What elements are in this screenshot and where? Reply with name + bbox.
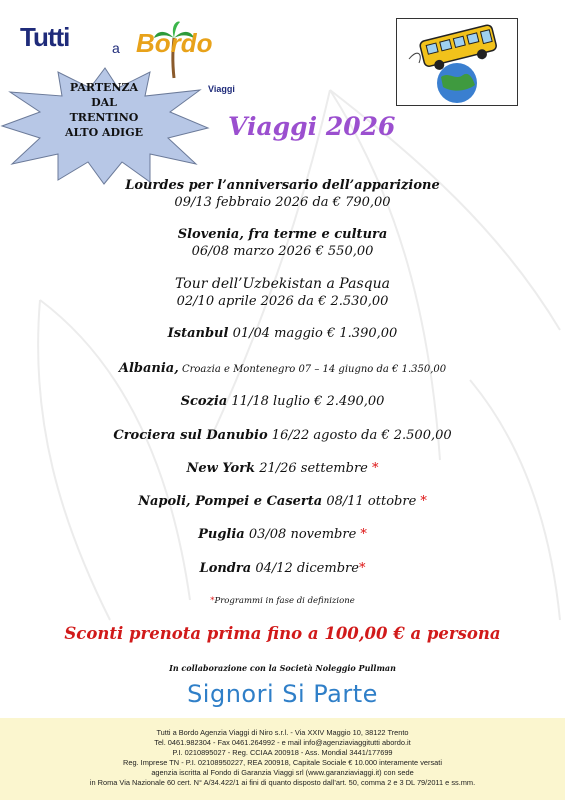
trip-detail: 08/11 ottobre <box>322 494 421 509</box>
early-booking-promo: Sconti prenota prima fino a 100,00 € a persona <box>64 624 501 643</box>
bus-icon <box>397 19 517 105</box>
trip-detail: 03/08 novembre <box>244 527 361 542</box>
trip-detail: 02/10 aprile 2026 da € 2.530,00 <box>176 294 389 309</box>
logo-word-bordo: Bordo <box>136 28 213 58</box>
trip-name: Albania, <box>118 361 179 376</box>
tbd-asterisk: * <box>420 494 427 509</box>
trip-name: Slovenia, fra terme e cultura <box>177 227 388 242</box>
tbd-asterisk: * <box>360 527 367 542</box>
trip-name: New York <box>186 461 256 476</box>
trip-name: Puglia <box>198 527 245 542</box>
trip-item <box>0 526 565 543</box>
definition-note <box>0 596 565 606</box>
trip-detail: 06/08 marzo 2026 € 550,00 <box>191 244 374 259</box>
trip-name: Tour dell’Uzbekistan a Pasqua <box>175 276 390 292</box>
trip-item <box>0 325 565 342</box>
logo-word-a: a <box>112 40 120 56</box>
trip-detail: 04/12 dicembre <box>251 561 359 576</box>
trip-name: Lourdes per l’anniversario dell’apparizione <box>125 178 440 193</box>
tbd-asterisk: * <box>358 561 366 576</box>
partner-brand: Signori Si Parte <box>187 680 378 708</box>
trip-detail: 11/18 luglio € 2.490,00 <box>227 394 385 409</box>
trip-item <box>0 493 565 510</box>
footer-line: in Roma Via Nazionale 60 cert. N° A/34.422/1 ai fini di quanto disposto dall’art. 50, comma 2 e 3 DL 79/2011 e ss.mm. <box>89 778 476 787</box>
trip-item <box>0 393 565 410</box>
trip-item <box>0 427 565 444</box>
note-asterisk: * <box>210 596 215 606</box>
badge-line: ALTO ADIGE <box>65 126 143 139</box>
badge-line: PARTENZA <box>69 81 139 94</box>
note-text: Programmi in fase di definizione <box>214 596 355 606</box>
logo-subtitle: Viaggi <box>208 84 235 94</box>
trip-detail: 09/13 febbraio 2026 da € 790,00 <box>174 195 391 210</box>
trip-name: Crociera sul Danubio <box>113 428 268 443</box>
trip-item <box>0 460 565 477</box>
footer-legal <box>0 718 565 800</box>
footer-line: P.I. 0210895027 - Reg. CCIAA 200918 - Ass. Mondial 3441/177699 <box>172 748 393 757</box>
trip-name: Scozia <box>180 394 228 409</box>
trip-detail: Croazia e Montenegro 07 – 14 giugno da € 1.350,00 <box>178 364 447 375</box>
collaboration-note: In collaborazione con la Società Noleggio Pullman <box>169 663 396 673</box>
footer-line: Tutti a Bordo Agenzia Viaggi di Niro s.r.l. - Via XXIV Maggio 10, 38122 Trento <box>156 728 409 737</box>
page-title: Viaggi 2026 <box>228 112 396 141</box>
badge-line: DAL <box>91 96 117 109</box>
footer-line: Tel. 0461.982304 - Fax 0461.264992 - e mail info@agenziaviaggitutti abordo.it <box>154 738 411 747</box>
trip-detail: 21/26 settembre <box>255 461 372 476</box>
trip-item <box>0 560 565 577</box>
bus-globe-illustration <box>396 18 518 106</box>
trip-name: Istanbul <box>167 326 229 341</box>
trip-item <box>0 177 565 211</box>
trip-name: Napoli, Pompei e Caserta <box>138 494 323 509</box>
logo-word-tutti: Tutti <box>20 22 70 52</box>
tbd-asterisk: * <box>372 461 379 476</box>
trip-item <box>0 226 565 260</box>
badge-line: TRENTINO <box>69 111 139 124</box>
departure-badge <box>34 80 174 140</box>
trip-item <box>0 276 565 310</box>
footer-line: Reg. Imprese TN - P.I. 02108950227, REA 200918, Capitale Sociale € 10.000 interamente versati <box>123 758 442 767</box>
trip-item <box>0 360 565 378</box>
trip-name: Londra <box>199 561 252 576</box>
trip-detail: 01/04 maggio € 1.390,00 <box>228 326 398 341</box>
footer-line: agenzia iscritta al Fondo di Garanzia Viaggi srl (www.garanziaviaggi.it) con sede <box>151 768 414 777</box>
trip-detail: 16/22 agosto da € 2.500,00 <box>267 428 452 443</box>
